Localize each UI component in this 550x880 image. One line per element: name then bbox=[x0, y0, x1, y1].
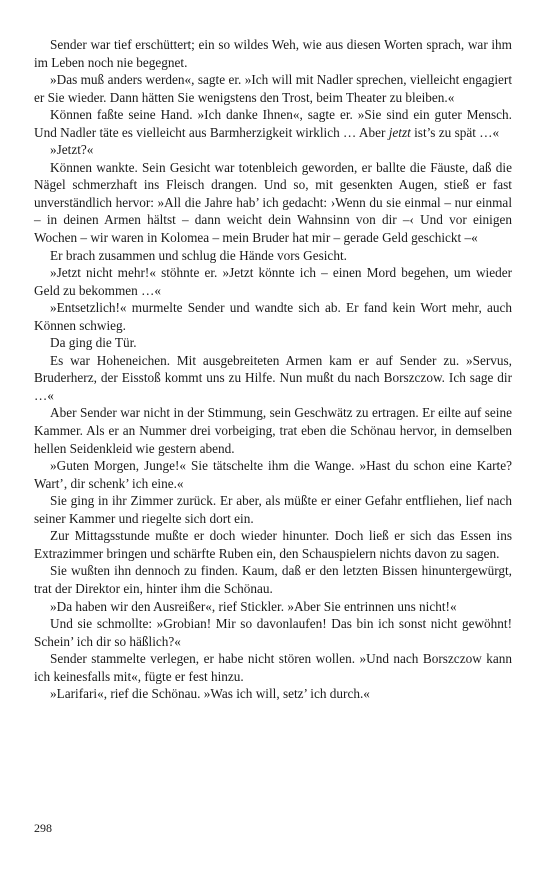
paragraph-3-text: Können faßte seine Hand. »Ich danke Ihnen«, sagte er. »Sie sind ein guter Mensch. Und Nadler täte es vielleicht aus Barmherzigkeit wirklich … Aber bbox=[34, 107, 512, 140]
paragraph-17: Und sie schmollte: »Grobian! Mir so davonlaufen! Das bin ich sonst nicht gewöhnt! Schein’ ich dir so häßlich?« bbox=[34, 616, 512, 649]
paragraph-14: Zur Mittagsstunde mußte er doch wieder hinunter. Doch ließ er sich das Essen ins Extrazimmer bringen und schärfte Ruben ein, den Schauspielern nichts davon zu sagen. bbox=[34, 528, 512, 561]
paragraph-19: »Larifari«, rief die Schönau. »Was ich will, setz’ ich durch.« bbox=[50, 686, 370, 702]
paragraph-16: »Da haben wir den Ausreißer«, rief Stickler. »Aber Sie entrinnen uns nicht!« bbox=[50, 598, 457, 614]
paragraph-8: »Entsetzlich!« murmelte Sender und wandte sich ab. Er fand kein Wort mehr, auch Können schwieg. bbox=[34, 300, 512, 333]
paragraph-12: »Guten Morgen, Junge!« Sie tätschelte ihm die Wange. »Hast du schon eine Karte? Wart’, dir schenk’ ich eine.« bbox=[34, 458, 512, 491]
paragraph-3 bbox=[34, 106, 512, 141]
paragraph-13: Sie ging in ihr Zimmer zurück. Er aber, als müßte er einer Gefahr entfliehen, lief nach seiner Kammer und riegelte sich dort ein. bbox=[34, 493, 512, 526]
paragraph-18: Sender stammelte verlegen, er habe nicht stören wollen. »Und nach Borszczow kann ich keinesfalls mit«, fügte er fest hinzu. bbox=[34, 651, 512, 684]
paragraph-5: Können wankte. Sein Gesicht war totenbleich geworden, er ballte die Fäuste, daß die Nägel schmerzhaft ins Fleisch drangen. Und so, mit gesenkten Augen, stieß er fast unverständlich hervor: »All die Jahre hab’ ich gedacht: ›Wenn du sie einmal – nur einmal – in deinen Armen hältst – dann weicht dein Wahnsinn von dir –‹ Und vor einigen Wochen – wir waren in Kolomea – mein Bruder hat mir – gerade Geld geschickt –« bbox=[34, 159, 512, 246]
paragraph-2: »Das muß anders werden«, sagte er. »Ich will mit Nadler sprechen, vielleicht engagiert er Sie wieder. Dann hätten Sie wenigstens den Trost, beim Theater zu bleiben.« bbox=[34, 72, 512, 105]
paragraph-3-tail: ist’s zu spät …« bbox=[410, 124, 500, 140]
paragraph-7: »Jetzt nicht mehr!« stöhnte er. »Jetzt könnte ich – einen Mord begehen, um wieder Geld zu bekommen …« bbox=[34, 265, 512, 298]
paragraph-1: Sender war tief erschüttert; ein so wildes Weh, wie aus diesen Worten sprach, war ihm im Leben noch nie begegnet. bbox=[34, 37, 512, 70]
paragraph-11: Aber Sender war nicht in der Stimmung, sein Geschwätz zu ertragen. Er eilte auf seine Kammer. Als er an Nummer drei vorbeiging, trat eben die Schönau hervor, in demselben hellen Seidenkleid wie gestern abend. bbox=[34, 405, 512, 456]
paragraph-6: Er brach zusammen und schlug die Hände vors Gesicht. bbox=[50, 247, 347, 263]
paragraph-4: »Jetzt?« bbox=[50, 142, 94, 158]
emphasis-jetzt: jetzt bbox=[388, 124, 411, 140]
paragraph-9: Da ging die Tür. bbox=[50, 335, 137, 351]
book-page-text bbox=[34, 36, 512, 703]
page-number: 298 bbox=[34, 821, 52, 835]
paragraph-10: Es war Hoheneichen. Mit ausgebreiteten Armen kam er auf Sender zu. »Servus, Bruderherz, der Eisstoß kommt uns zu Hilfe. Nun mußt du nach Borszczow. Ich sage dir …« bbox=[34, 352, 512, 403]
paragraph-15: Sie wußten ihn dennoch zu finden. Kaum, daß er den letzten Bissen hinuntergewürgt, trat der Direktor ein, hinter ihm die Schönau. bbox=[34, 563, 512, 596]
